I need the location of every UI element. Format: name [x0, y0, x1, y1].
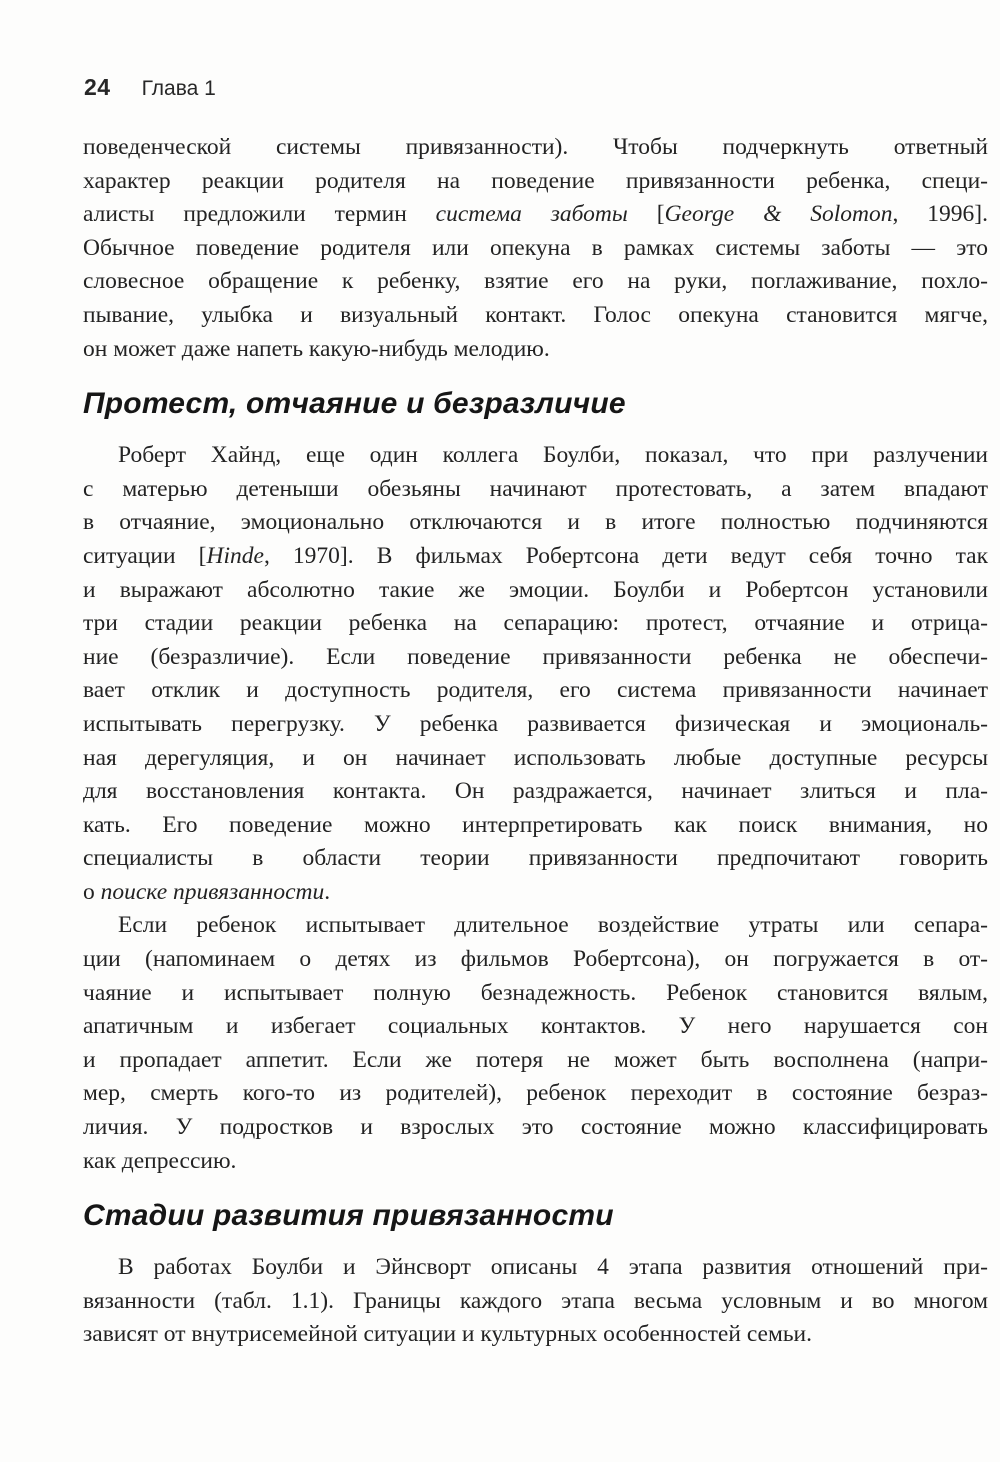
text-line — [83, 1044, 988, 1078]
section-heading: Протест, отчаяние и безразличие — [83, 387, 626, 421]
text-run: Роберт Хайнд, еще один коллега Боулби, показал, что при разлучении — [118, 442, 988, 469]
text-line — [83, 909, 988, 943]
text-run: три стадии реакции ребенка на сепарацию: протест, отчаяние и отрица- — [83, 610, 988, 637]
page-number-label: 24 — [84, 74, 111, 100]
text-run: поведенческой системы привязанности). Чтобы подчеркнуть ответный — [83, 134, 988, 160]
text-run: . — [324, 878, 331, 905]
section-heading: Стадии развития привязанности — [83, 1199, 614, 1233]
chapter-title-label: Глава 1 — [141, 77, 216, 100]
text-line — [83, 506, 988, 540]
text-line — [83, 842, 988, 876]
text-run: , 1970]. В фильмах Робертсона дети ведут себя точно так — [263, 542, 988, 569]
text-line — [83, 232, 988, 266]
text-line — [83, 439, 988, 473]
paragraph — [83, 1251, 988, 1352]
text-line — [83, 742, 988, 776]
text-run: словесное обращение к ребенку, взятие его на руки, поглаживание, похло- — [83, 268, 988, 295]
text-run: о — [83, 878, 101, 905]
paragraph — [83, 909, 988, 1178]
text-run: Если ребенок испытывает длительное воздействие утраты или сепара- — [118, 912, 988, 939]
text-run: ная дерегуляция, и он начинает использовать любые доступные ресурсы — [83, 744, 988, 771]
text-run: чаяние и испытывает полную безнадежность. Ребенок становится вялым, — [83, 979, 988, 1006]
paragraph — [83, 131, 988, 366]
text-run: характер реакции родителя на поведение привязанности ребенка, специ- — [83, 167, 988, 194]
text-run: он может даже напеть какую-нибудь мелодию. — [83, 335, 550, 362]
text-line — [83, 1318, 988, 1352]
text-line — [83, 574, 988, 608]
text-line — [83, 473, 988, 507]
text-run: личия. У подростков и взрослых это состояние можно классифицировать — [83, 1114, 988, 1141]
text-run: Hinde — [206, 542, 264, 569]
text-run: вает отклик и доступность родителя, его система привязанности начинает — [83, 677, 988, 704]
text-line — [83, 876, 988, 910]
text-line — [83, 607, 988, 641]
text-line — [83, 809, 988, 843]
text-run: и выражают абсолютно такие же эмоции. Боулби и Робертсон установили — [83, 576, 988, 603]
text-line — [83, 1010, 988, 1044]
text-run: ситуации [ — [83, 542, 207, 569]
text-line — [83, 131, 988, 165]
text-run: [ — [627, 201, 665, 228]
text-run: кать. Его поведение можно интерпретировать как поиск внимания, но — [83, 811, 988, 838]
text-run: специалисты в области теории привязанности предпочитают говорить — [83, 845, 988, 872]
text-line — [83, 708, 988, 742]
text-line — [83, 1285, 988, 1319]
text-run: George & Solomon — [664, 201, 893, 228]
text-run: алисты предложили термин — [83, 201, 436, 228]
text-line — [83, 943, 988, 977]
text-run: ции (напоминаем о детях из фильмов Робертсона), он погружается в от- — [83, 946, 988, 973]
text-line — [83, 775, 988, 809]
text-line — [83, 299, 988, 333]
text-line — [83, 333, 988, 367]
text-run: вязанности (табл. 1.1). Границы каждого этапа весьма условным и во многом — [83, 1287, 988, 1314]
text-line — [83, 674, 988, 708]
text-line — [83, 1111, 988, 1145]
text-column — [83, 131, 988, 1352]
text-run: испытывать перегрузку. У ребенка развивается физическая и эмоциональ- — [83, 710, 988, 737]
text-line — [83, 1145, 988, 1179]
text-run: как депрессию. — [83, 1147, 237, 1174]
text-run: зависят от внутрисемейной ситуации и культурных особенностей семьи. — [83, 1321, 813, 1348]
running-head — [84, 74, 216, 101]
text-run: , 1996]. — [892, 201, 988, 228]
text-run: с матерью детеныши обезьяны начинают протестовать, а затем впадают — [83, 475, 988, 502]
text-line — [83, 540, 988, 574]
text-line — [83, 198, 988, 232]
text-run: Обычное поведение родителя или опекуна в рамках системы заботы — это — [83, 234, 988, 261]
text-line — [83, 641, 988, 675]
text-line — [83, 265, 988, 299]
paragraph — [83, 439, 988, 909]
text-run: система заботы — [435, 201, 628, 228]
text-line — [83, 165, 988, 199]
text-run: мер, смерть кого-то из родителей), ребенок переходит в состояние безраз- — [83, 1080, 988, 1107]
text-run: В работах Боулби и Эйнсворт описаны 4 этапа развития отношений при- — [118, 1254, 988, 1281]
text-run: пывание, улыбка и визуальный контакт. Голос опекуна становится мягче, — [83, 301, 988, 328]
text-run: апатичным и избегает социальных контактов. У него нарушается сон — [83, 1013, 988, 1040]
text-run: поиске привязанности — [100, 878, 325, 905]
text-run: ние (безразличие). Если поведение привязанности ребенка не обеспечи- — [83, 643, 988, 670]
text-run: в отчаяние, эмоционально отключаются и в итоге полностью подчиняются — [83, 509, 988, 536]
text-run: для восстановления контакта. Он раздражается, начинает злиться и пла- — [83, 778, 988, 805]
text-run: и пропадает аппетит. Если же потеря не может быть восполнена (напри- — [83, 1046, 988, 1073]
text-line — [83, 977, 988, 1011]
text-line — [83, 1251, 988, 1285]
text-line — [83, 1077, 988, 1111]
